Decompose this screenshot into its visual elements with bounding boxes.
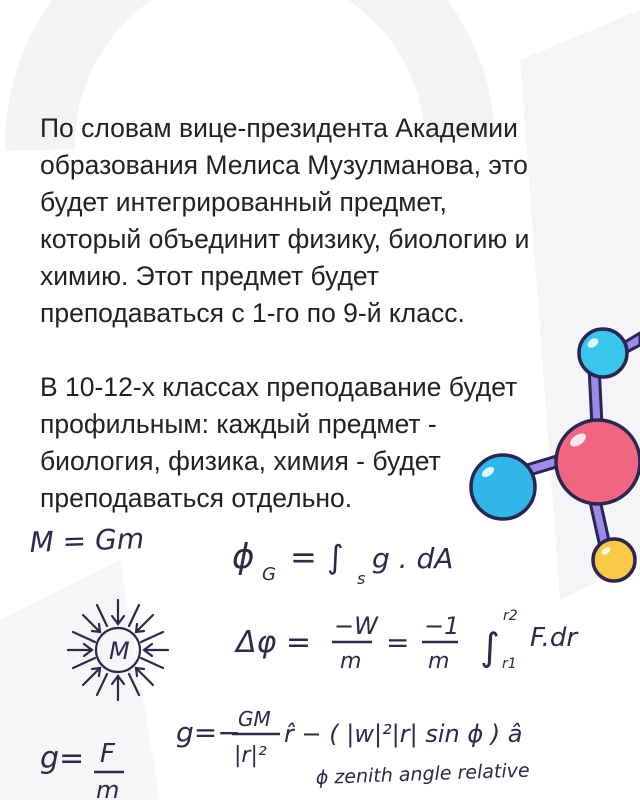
potential-int-top: r2 xyxy=(503,608,518,624)
formula-g-simple xyxy=(40,739,124,800)
g-simple-num: F xyxy=(100,739,115,769)
potential-lhs: Δφ = xyxy=(236,625,311,660)
paragraph-2: В 10-12-х классах преподавание будет профильным: каждый предмет - биология, физика, химия - будет преподаваться отдельно. xyxy=(40,372,518,513)
g-simple-den: m xyxy=(96,776,120,800)
flux-integral-sub: s xyxy=(357,569,366,588)
formula-flux xyxy=(232,537,453,588)
g-simple-lhs: g= xyxy=(40,741,85,776)
potential-frac1-num: −W xyxy=(334,612,378,640)
flux-equals-integral: = ∫ xyxy=(290,538,344,576)
formula-mass: M = Gm xyxy=(29,522,145,559)
g-full-lhs: g=− xyxy=(176,716,241,749)
flux-subscript: G xyxy=(262,564,276,585)
g-full-num: GM xyxy=(238,707,271,731)
flux-symbol: ϕ xyxy=(232,537,255,577)
formula-potential xyxy=(234,608,579,674)
potential-frac2-den: m xyxy=(428,649,450,674)
paragraph-1: По словам вице-президента Академии образования Мелиса Музулманова, это будет интегрированный предмет, который объединит физику, биологию и химию. Этот предмет будет преподаваться с 1-го по 9-й класс. xyxy=(40,113,530,328)
potential-frac2-num: −1 xyxy=(424,612,460,640)
potential-tail: F.dr xyxy=(530,623,578,653)
formula-g-full xyxy=(176,707,523,768)
potential-frac1-den: m xyxy=(340,649,362,674)
zenith-note: ϕ zenith angle relative xyxy=(315,759,530,789)
potential-int-bottom: r1 xyxy=(502,656,517,672)
g-full-tail: r̂ − ( |w|²|r| sin ϕ ) â xyxy=(284,720,523,748)
g-full-den: |r|² xyxy=(234,743,267,768)
flux-tail: g . dA xyxy=(372,542,454,575)
potential-eq: = xyxy=(386,626,410,659)
mass-label: M xyxy=(109,637,130,665)
potential-integral: ∫ xyxy=(480,625,500,669)
